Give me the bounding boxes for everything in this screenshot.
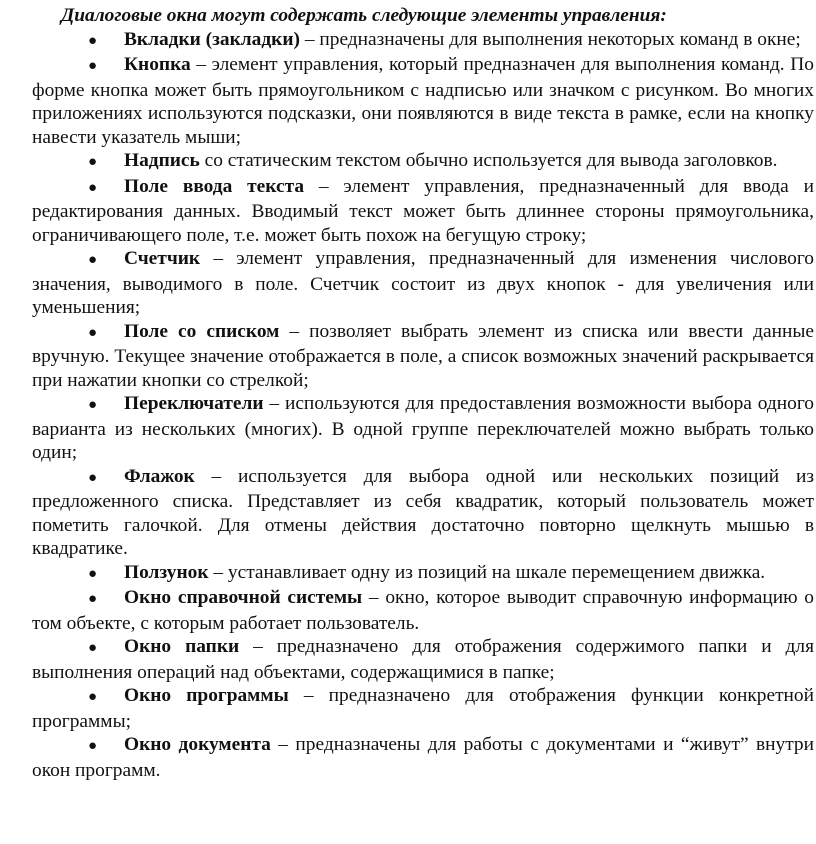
item-term: Счетчик	[124, 248, 201, 269]
item-text: – окно, которое выводит справочную информацию о том объекте, с которым работает пользователь.	[32, 587, 814, 634]
item-text: – предназначено для отображения функции конкретной программы;	[32, 685, 814, 732]
item-text: – элемент управления, который предназначен для выполнения команд. По форме кнопка может быть прямоугольником с надписью или значком с рисунком. Во многих приложениях используются подсказки, они появляются в виде текста в рамке, если на кнопку навести указатель мыши;	[32, 54, 814, 148]
bullet-icon: ●	[88, 565, 98, 582]
item-term: Окно программы	[124, 685, 289, 706]
item-term: Флажок	[124, 465, 195, 487]
item-text: – используется для выбора одной или нескольких позиций из предложенного списка. Представляет из себя квадратик, который пользователь может пометить галочкой. Для отмены действия достаточно повторно щелкнуть мышью в квадратике.	[32, 465, 814, 559]
list-item-label	[32, 149, 814, 175]
bullet-icon: ●	[88, 179, 98, 196]
bullet-icon: ●	[88, 738, 98, 754]
bullet-icon: ●	[88, 252, 98, 268]
bullet-icon: ●	[88, 32, 98, 49]
list-item-help-window	[32, 586, 814, 635]
list-item-slider	[32, 561, 814, 587]
document-body	[32, 4, 814, 782]
item-term: Переключатели	[124, 393, 264, 414]
list-item-document-window	[32, 733, 814, 782]
item-term: Окно справочной системы	[124, 587, 363, 608]
list-item-radio-buttons	[32, 392, 814, 465]
bullet-icon: ●	[88, 324, 98, 341]
item-text: – предназначены для выполнения некоторых команд в окне;	[299, 28, 801, 50]
list-item-spinner	[32, 247, 814, 320]
item-term: Надпись	[124, 150, 200, 171]
bullet-icon: ●	[88, 469, 98, 486]
bullet-icon: ●	[88, 640, 98, 656]
item-term: Поле ввода текста	[124, 175, 305, 197]
item-text: – устанавливает одну из позиций на шкале перемещением движка.	[208, 561, 766, 583]
list-item-program-window	[32, 684, 814, 733]
bullet-icon: ●	[88, 689, 98, 705]
item-term: Кнопка	[124, 54, 191, 75]
bullet-icon: ●	[88, 154, 98, 170]
item-text: со статическим текстом обычно используется для вывода заголовков.	[199, 150, 778, 171]
list-item-button	[32, 53, 814, 149]
item-text: – элемент управления, предназначенный для изменения числового значения, выводимого в поле. Счетчик состоит из двух кнопок - для увеличения или уменьшения;	[32, 248, 814, 318]
bullet-icon: ●	[88, 58, 98, 74]
item-text: – используются для предоставления возможности выбора одного варианта из нескольких (многих). В одной группе переключателей можно выбрать только один;	[32, 393, 814, 463]
item-text: – предназначено для отображения содержимого папки и для выполнения операций над объектами, содержащимися в папке;	[32, 636, 814, 683]
item-text: – позволяет выбрать элемент из списка или ввести данные вручную. Текущее значение отображается в поле, а список возможных значений раскрывается при нажатии кнопки со стрелкой;	[32, 320, 814, 391]
item-term: Ползунок	[124, 561, 209, 583]
list-item-folder-window	[32, 635, 814, 684]
list-item-checkbox	[32, 465, 814, 561]
list-item-tabs	[32, 28, 814, 54]
item-term: Окно документа	[124, 734, 271, 755]
list-item-text-input	[32, 175, 814, 248]
list-item-combo-box	[32, 320, 814, 393]
bullet-icon: ●	[88, 591, 98, 607]
item-term: Вкладки (закладки)	[124, 28, 300, 50]
bullet-icon: ●	[88, 397, 98, 413]
item-text: – предназначены для работы с документами и “живут” внутри окон программ.	[32, 734, 814, 781]
item-text: – элемент управления, предназначенный для ввода и редактирования данных. Вводимый текст может быть длиннее стороны прямоугольника, ограничивающего поле, т.е. может быть похож на бегущую строку;	[32, 175, 814, 246]
item-term: Поле со списком	[124, 320, 280, 342]
document-heading: Диалоговые окна могут содержать следующие элементы управления:	[61, 5, 667, 26]
item-term: Окно папки	[124, 636, 240, 657]
